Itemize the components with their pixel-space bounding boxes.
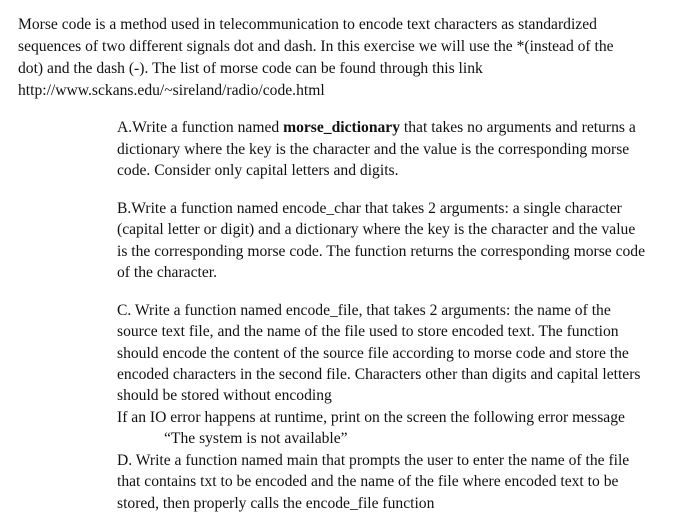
part-d-line-1: D. Write a function named main that prompts the user to enter the name of the file [117,452,630,469]
morse-dictionary-function-name: morse_dictionary [283,119,401,136]
part-b-line-1: B.Write a function named encode_char that takes 2 arguments: a single character [117,200,622,217]
part-a-line-3: code. Consider only capital letters and digits. [117,162,399,179]
part-c-line-4: encoded characters in the second file. Characters other than digits and capital letters [117,366,641,383]
part-c-line-1: C. Write a function named encode_file, that takes 2 arguments: the name of the [117,302,611,319]
intro-line-2: sequences of two different signals dot and dash. In this exercise we will use the *(instead of the [18,38,614,55]
part-b-line-2: (capital letter or digit) and a dictionary where the key is the character and the value [117,221,636,238]
part-b-line-3: is the corresponding morse code. The function returns the corresponding morse code [117,243,646,260]
part-c-line-3: should encode the content of the source file according to morse code and store the [117,345,629,362]
intro-line-3: dot) and the dash (-). The list of morse code can be found through this link [18,60,483,77]
part-a-prefix: A.Write a function named [117,119,284,136]
part-c-line-6: If an IO error happens at runtime, print on the screen the following error message [117,409,625,426]
intro-line-1: Morse code is a method used in telecommunication to encode text characters as standardized [18,16,597,33]
part-a-line-2: dictionary where the key is the character and the value is the corresponding morse [117,141,630,158]
part-c-line-5: should be stored without encoding [117,387,332,404]
part-d-line-2: that contains txt to be encoded and the name of the file where encoded text to be [117,473,619,490]
part-a-suffix: that takes no arguments and returns a [400,119,636,136]
error-message-quote: “The system is not available” [164,430,348,447]
part-c-line-2: source text file, and the name of the file used to store encoded text. The function [117,323,619,340]
part-d-line-3: stored, then properly calls the encode_file function [117,495,435,512]
morse-code-link[interactable]: http://www.sckans.edu/~sireland/radio/code.html [18,82,325,99]
part-a-line-1 [117,118,636,138]
part-b-line-4: of the character. [117,264,217,281]
